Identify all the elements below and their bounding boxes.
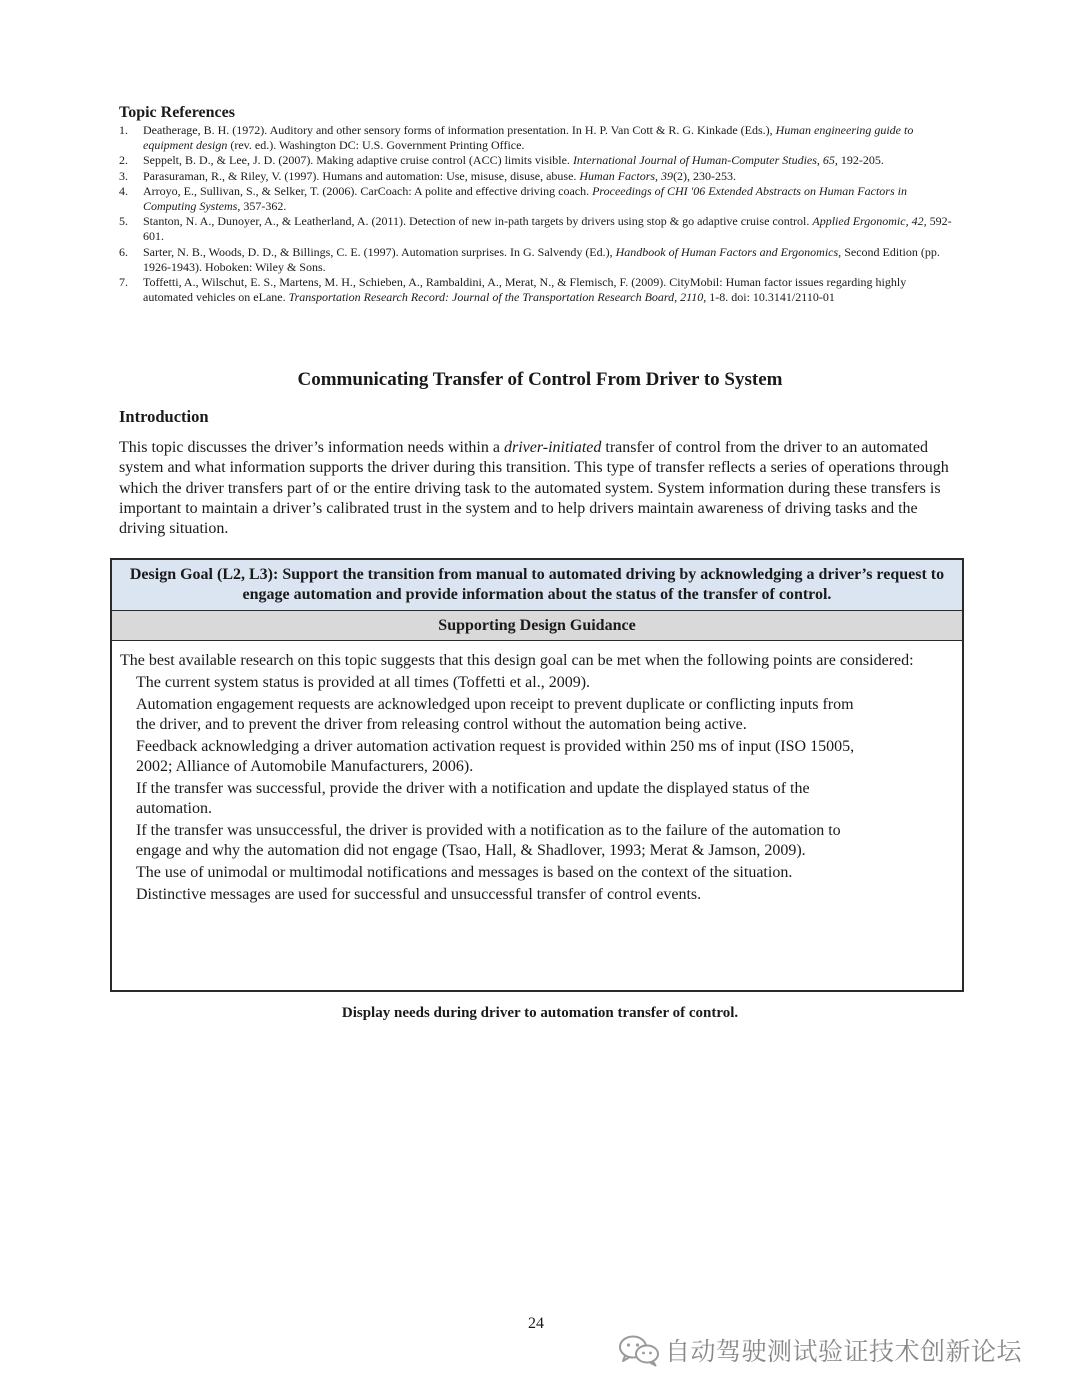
- reference-text-segment: (2), 230-253.: [673, 168, 737, 183]
- introduction-paragraph: [119, 438, 964, 539]
- reference-number: 5.: [119, 214, 128, 229]
- reference-text-segment: Second Edition (pp. 1926-1943). Hoboken: Wiley & Sons.: [143, 244, 940, 274]
- guidance-point: The use of unimodal or multimodal notifications and messages is based on the context of the situation.: [136, 864, 793, 881]
- reference-item: [119, 245, 954, 275]
- reference-item: [119, 214, 954, 244]
- wechat-icon: [617, 1333, 661, 1367]
- reference-text-segment: 592-601.: [143, 214, 952, 244]
- reference-number: 7.: [119, 275, 128, 290]
- reference-number: 4.: [119, 183, 128, 198]
- reference-item: [119, 275, 954, 305]
- watermark-text: 自动驾驶测试验证技术创新论坛: [665, 1337, 1023, 1366]
- guidance-point: If the transfer was successful, provide the driver with a notification and update the displayed status of the automation.: [136, 780, 810, 817]
- reference-text-segment: Proceedings of CHI '06 Extended Abstracts on Human Factors in Computing Systems: [143, 183, 907, 214]
- reference-item: [119, 123, 954, 153]
- supporting-guidance-header: Supporting Design Guidance: [112, 611, 962, 641]
- reference-text-segment: , 1-8. doi: 10.3141/2110-01: [703, 290, 835, 305]
- introduction-segment: transfer of control from the driver to an automated system and what information supports the driver during this transition. This type of transfer reflects a series of operations through which the driver transfers part of or the entire driving task to the automated system. System information during these transfers is important to maintain a driver’s calibrated trust in the system and to help drivers maintain awareness of driving tasks and the driving situation.: [119, 439, 949, 538]
- guidance-point: Automation engagement requests are acknowledged upon receipt to prevent duplicate or conflicting inputs from the driver, and to prevent the driver from releasing control without the automation being active.: [136, 696, 854, 733]
- introduction-segment: driver-initiated: [503, 439, 602, 456]
- reference-text-segment: , 357-362.: [237, 199, 287, 214]
- reference-item: [119, 184, 954, 214]
- reference-text: [143, 275, 954, 305]
- reference-text-segment: Human engineering guide to equipment design: [143, 123, 914, 153]
- reference-text: [143, 245, 954, 275]
- references-heading: Topic References: [119, 104, 235, 121]
- reference-text: [143, 214, 954, 244]
- reference-item: [119, 169, 954, 184]
- reference-text-segment: Sarter, N. B., Woods, D. D., & Billings, C. E. (1997). Automation surprises. In G. Salvendy (Ed.),: [143, 244, 616, 259]
- reference-number: 6.: [119, 244, 128, 259]
- guidance-point: If the transfer was unsuccessful, the driver is provided with a notification as to the failure of the automation to engage and why the automation did not engage (Tsao, Hall, & Shadlover, 1993; Merat & Jamson, 2009).: [136, 822, 841, 859]
- design-guidance-table: [110, 558, 964, 992]
- reference-text-segment: Transportation Research Record: Journal of the Transportation Research Board, 2110: [288, 290, 704, 305]
- reference-number: 1.: [119, 123, 128, 137]
- reference-text: [143, 184, 954, 214]
- reference-text-segment: Toffetti, A., Wilschut, E. S., Martens, M. H., Schieben, A., Rambaldini, A., Merat, N., & Flemisch, F. (2009). CityMobil: Human factor issues regarding highly automated vehicles on eLane.: [143, 275, 907, 305]
- reference-item: [119, 153, 954, 168]
- references-list: [119, 123, 954, 305]
- guidance-lead: The best available research on this topic suggests that this design goal can be met when the following points are considered:: [120, 652, 914, 669]
- reference-number: 3.: [119, 168, 128, 183]
- reference-text: [143, 153, 954, 168]
- guidance-point: Feedback acknowledging a driver automation activation request is provided within 250 ms of input (ISO 15005, 2002; Alliance of Automobile Manufacturers, 2006).: [136, 738, 855, 775]
- reference-text-segment: 192-205.: [837, 153, 884, 168]
- reference-number: 2.: [119, 153, 128, 168]
- reference-text-segment: International Journal of Human-Computer Studies, 65,: [572, 153, 838, 168]
- guidance-point: Distinctive messages are used for successful and unsuccessful transfer of control events.: [136, 886, 702, 903]
- reference-text-segment: Handbook of Human Factors and Ergonomics,: [615, 244, 842, 259]
- reference-text: [143, 169, 954, 184]
- design-goal-header: Design Goal (L2, L3): Support the transition from manual to automated driving by acknowledging a driver’s request to engage automation and provide information about the status of the transfer of control.: [112, 560, 962, 611]
- reference-text-segment: Parasuraman, R., & Riley, V. (1997). Humans and automation: Use, misuse, disuse, abuse.: [143, 168, 580, 183]
- reference-text-segment: Seppelt, B. D., & Lee, J. D. (2007). Making adaptive cruise control (ACC) limits visible.: [143, 153, 573, 168]
- introduction-segment: This topic discusses the driver’s information needs within a: [119, 439, 504, 456]
- reference-text-segment: Stanton, N. A., Dunoyer, A., & Leatherland, A. (2011). Detection of new in-path targets by drivers using stop & go adaptive cruise control.: [143, 214, 813, 229]
- table-caption: Display needs during driver to automation transfer of control.: [341, 1005, 739, 1021]
- page-number: 24: [528, 1315, 544, 1332]
- reference-text-segment: Arroyo, E., Sullivan, S., & Selker, T. (2006). CarCoach: A polite and effective driving coach.: [143, 183, 593, 198]
- introduction-heading: Introduction: [119, 407, 209, 426]
- reference-text-segment: Applied Ergonomic, 42,: [812, 214, 927, 229]
- guidance-point: The current system status is provided at all times (Toffetti et al., 2009).: [136, 674, 591, 691]
- watermark: [617, 1332, 1022, 1368]
- guidance-body: [112, 641, 962, 905]
- reference-text: [143, 123, 954, 153]
- reference-text-segment: Human Factors, 39: [579, 168, 674, 183]
- guidance-points: [120, 673, 952, 905]
- reference-text-segment: Deatherage, B. H. (1972). Auditory and other sensory forms of information presentation. In H. P. Van Cott & R. G. Kinkade (Eds.),: [143, 123, 776, 137]
- section-title: Communicating Transfer of Control From Driver to System: [297, 369, 783, 390]
- reference-text-segment: (rev. ed.). Washington DC: U.S. Government Printing Office.: [227, 138, 525, 153]
